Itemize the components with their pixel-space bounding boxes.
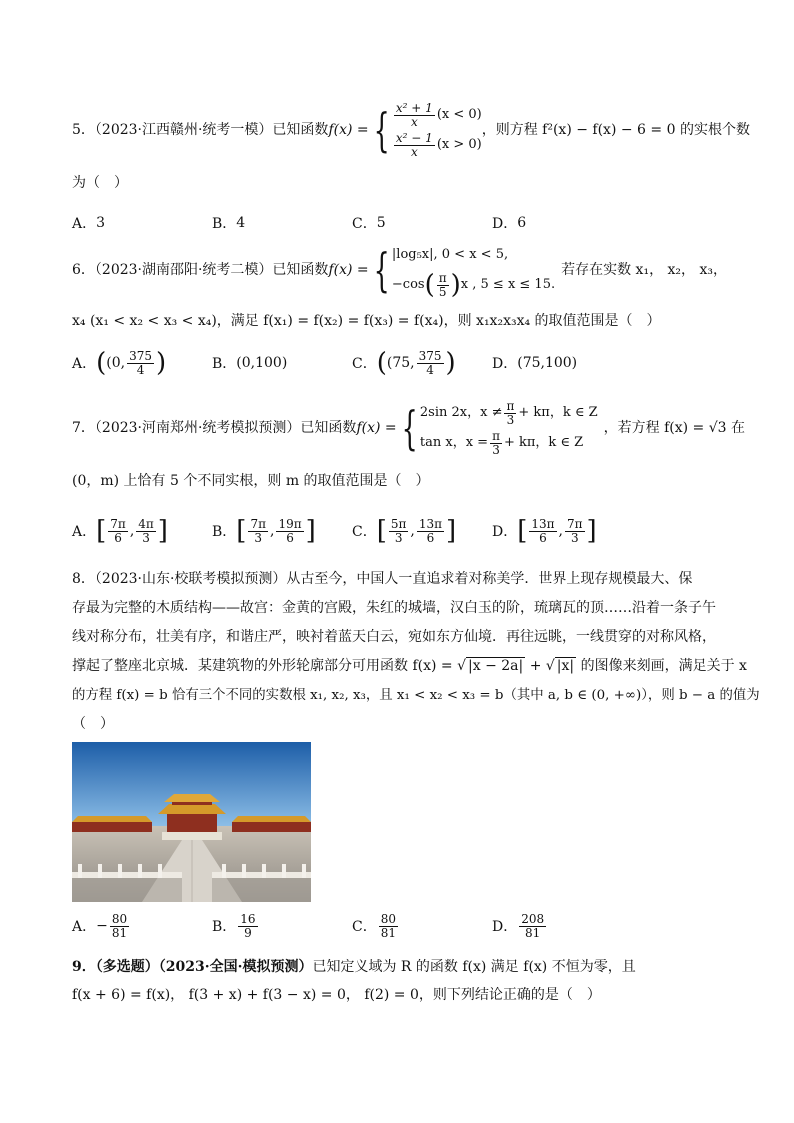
question-5 [72,100,750,194]
q8-line1: 8．（2023·山东·校联考模拟预测）从古至今，中国人一直追求着对称美学．世界上现存规模最大、保 [72,571,693,587]
q8-line6: （ ） [72,716,114,732]
q8-choice-a[interactable]: A． − $\frac{80}{81}$ [72,912,128,940]
q6-line2: x₄ (x₁ < x₂ < x₃ < x₄)，满足 f(x₁) = f(x₂) = f(x₃) = f(x₄)，则 x₁x₂x₃x₄ 的取值范围是（ ） [72,313,661,329]
q5-fx: f(x) = [328,121,369,138]
q6-choices [72,348,732,379]
q6-fx: f(x) = [328,261,369,278]
q7-choices [72,516,732,547]
q6-choice-d[interactable]: D． (75,100) [492,355,578,373]
q9-line1: 已知定义域为 R 的函数 f(x) 满足 f(x) 不恒为零，且 [312,959,636,975]
q8-line3: 线对称分布，壮美有序，和谐庄严，映衬着蓝天白云，宛如东方仙境．再往远眺，一线贯穿的对称风格， [72,629,716,645]
q8-choices [72,913,732,939]
q5-choice-d[interactable]: D． 6 [492,215,527,232]
q8-choice-d[interactable]: D． $\frac{208}{81}$ [492,912,545,940]
q7-choice-c[interactable]: C． [ $\frac{5\pi}{3}$ , $\frac{13\pi}{6}$ ] [352,516,457,547]
q5-cases: $\frac{\text{x² + 1}}{x}$ (x < 0) $\frac{\text{x² − 1}}{x}$ (x > 0) [395,100,482,159]
q7-choice-b[interactable]: B． [ $\frac{7\pi}{3}$ , $\frac{19\pi}{6}$ ] [212,516,316,547]
q6-case2-fraction: $\frac{\pi}{5}$ [438,270,447,299]
q7-cases: 2sin 2x，x ≠ $\frac{\pi}{3}$ + kπ，k ∈ Z tan x，x = $\frac{\pi}{3}$ + kπ，k ∈ Z [419,398,598,457]
q5-choices [72,213,732,233]
q6-brace: { [373,243,390,297]
q7-fx: f(x) = [356,419,397,436]
q7-prefix: 7．（2023·河南郑州·统考模拟预测）已知函数 [72,419,357,436]
question-8 [72,565,760,739]
q5-case1-fraction: $\frac{\text{x² + 1}}{x}$ [395,100,433,129]
q6-choice-b[interactable]: B． (0,100) [212,355,288,373]
question-9 [72,953,732,1009]
forbidden-city-photo [72,742,311,902]
q8-line5: 的方程 f(x) = b 恰有三个不同的实数根 x₁, x₂, x₃，且 x₁ < x₂ < x₃ = b（其中 a, b ∈ (0, +∞)），则 b − a 的值为 [72,688,760,703]
q7-brace: { [401,401,418,455]
q5-choice-c[interactable]: C． 5 [352,215,386,232]
q5-case2-fraction: $\frac{\text{x² − 1}}{x}$ [395,130,433,159]
q5-line2: 为（ ） [72,175,128,191]
q7-line2: (0，m) 上恰有 5 个不同实根，则 m 的取值范围是（ ） [72,473,430,489]
q6-choice-c[interactable]: C． ( (75, $\frac{375}{4}$ ) [352,348,456,379]
question-7 [72,398,745,492]
q8-choice-b[interactable]: B． $\frac{16}{9}$ [212,912,256,940]
q5-choice-b[interactable]: B． 4 [212,215,246,232]
q6-suffix: 若存在实数 x₁， x₂， x₃， [561,261,727,278]
q5-choice-a[interactable]: A． 3 [72,215,106,232]
q7-suffix: ，若方程 f(x) = √3 在 [603,419,745,436]
q8-line2: 存最为完整的木质结构——故宫：金黄的宫殿，朱红的城墙，汉白玉的阶，琉璃瓦的顶……沿着一条子午 [72,600,716,616]
q8-choice-c[interactable]: C． $\frac{80}{81}$ [352,912,396,940]
question-6 [72,240,732,332]
q7-choice-d[interactable]: D． [ $\frac{13\pi}{6}$ , $\frac{7\pi}{3}$ ] [492,516,597,547]
q6-choice-a[interactable]: A． ( (0, $\frac{375}{4}$ ) [72,348,167,379]
q6-prefix: 6．（2023·湖南邵阳·统考二模）已知函数 [72,261,329,278]
q7-choice-a[interactable]: A． [ $\frac{7\pi}{6}$ , $\frac{4\pi}{3}$ ] [72,516,168,547]
q5-prefix: 5．（2023·江西赣州·统考一模）已知函数 [72,121,329,138]
q9-source: （2023·全国·模拟预测） [158,959,313,975]
q9-tag: 9．（多选题） [72,959,159,975]
q5-brace: { [373,103,390,157]
q5-suffix: ，则方程 f²(x) − f(x) − 6 = 0 的实根个数 [481,121,750,138]
q9-line2: f(x + 6) = f(x)， f(3 + x) + f(3 − x) = 0， f(2) = 0，则下列结论正确的是（ ） [72,987,601,1003]
q6-cases: |log₅x|, 0 < x < 5, −cos ( $\frac{\pi}{5}$ ) x , 5 ≤ x ≤ 15. [391,246,556,300]
q8-line4: 撑起了整座北京城．某建筑物的外形轮廓部分可用函数 f(x) = √ |x − 2a| + √ |x| 的图像来刻画，满足关于 x [72,658,747,674]
